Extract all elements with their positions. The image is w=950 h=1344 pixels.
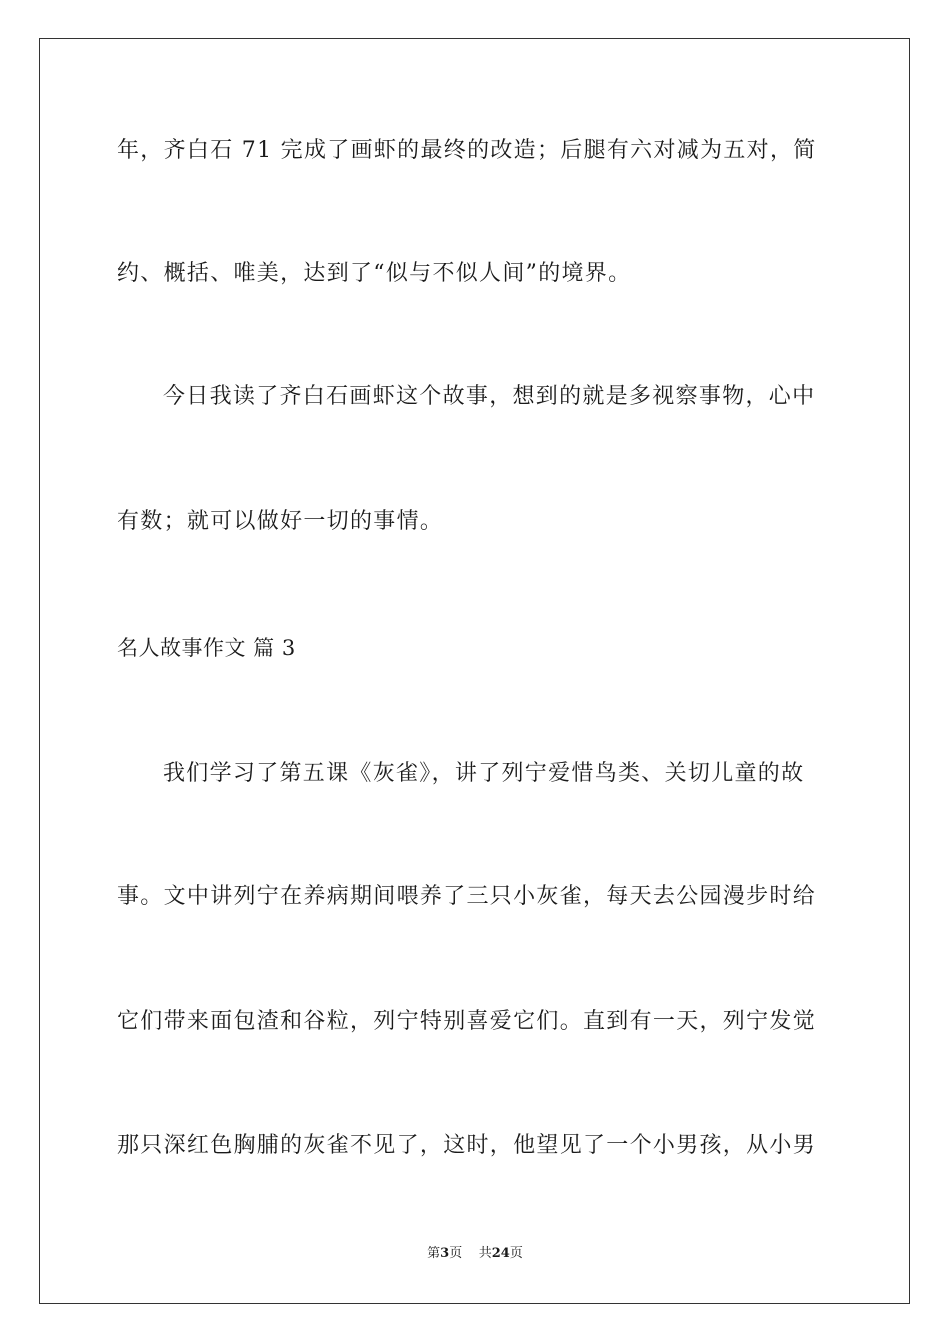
footer-page-suffix: 页 xyxy=(449,1246,463,1261)
paragraph-line-5: 我们学习了第五课《灰雀》，讲了列宁爱惜鸟类、关切儿童的故 xyxy=(163,761,805,786)
paragraph-line-6: 事。文中讲列宁在养病期间喂养了三只小灰雀，每天去公园漫步时给 xyxy=(117,884,817,909)
paragraph-line-3: 今日我读了齐白石画虾这个故事，想到的就是多视察事物，心中 xyxy=(163,384,816,409)
footer-total-prefix: 共 xyxy=(478,1246,492,1261)
paragraph-line-4: 有数；就可以做好一切的事情。 xyxy=(117,509,444,534)
footer-total-suffix: 页 xyxy=(509,1246,523,1261)
paragraph-line-8: 那只深红色胸脯的灰雀不见了，这时，他望见了一个小男孩，从小男 xyxy=(117,1133,817,1158)
page-border xyxy=(39,38,910,1304)
paragraph-line-2: 约、概括、唯美，达到了“似与不似人间”的境界。 xyxy=(117,261,632,286)
section-heading: 名人故事作文 篇 3 xyxy=(117,636,296,660)
paragraph-line-1: 年，齐白石 71 完成了画虾的最终的改造；后腿有六对减为五对，简 xyxy=(117,138,817,163)
page-footer xyxy=(0,1245,950,1263)
footer-total-pages: 24 xyxy=(491,1246,510,1261)
paragraph-line-7: 它们带来面包渣和谷粒，列宁特别喜爱它们。直到有一天，列宁发觉 xyxy=(117,1009,817,1034)
footer-page-number: 3 xyxy=(440,1246,450,1261)
footer-page-prefix: 第 xyxy=(427,1246,441,1261)
